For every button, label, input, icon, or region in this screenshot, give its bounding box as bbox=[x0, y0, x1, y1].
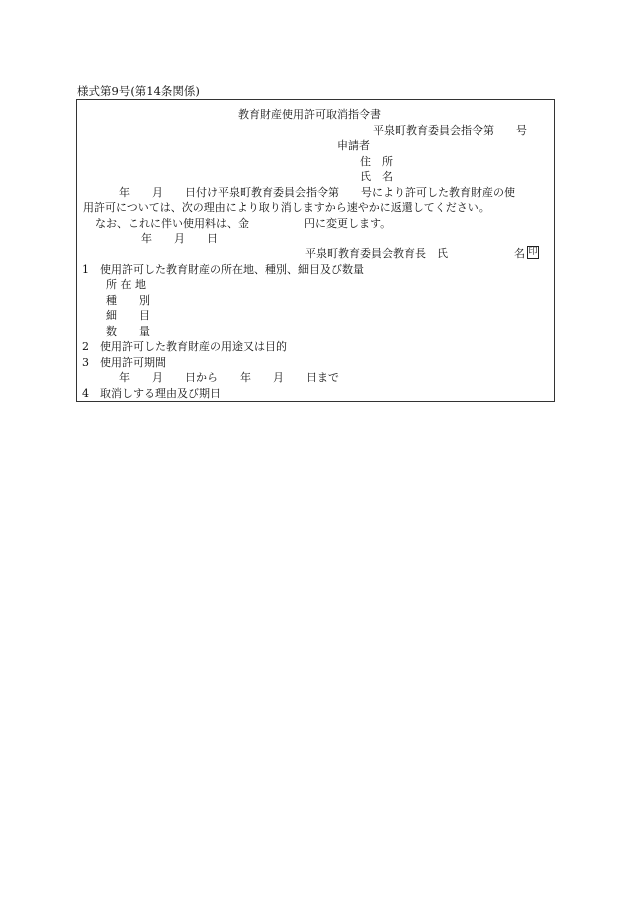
item-3-period: 年 月 日から 年 月 日まで bbox=[119, 371, 339, 384]
item-1-location: 所 在 地 bbox=[106, 278, 146, 291]
issue-date: 年 月 日 bbox=[141, 232, 218, 245]
item-3-heading: 3 使用許可期間 bbox=[82, 356, 166, 369]
item-1-quantity: 数 量 bbox=[106, 325, 150, 338]
applicant-address-label: 住 所 bbox=[360, 155, 393, 168]
item-1-type: 種 別 bbox=[106, 294, 150, 307]
document-title: 教育財産使用許可取消指令書 bbox=[238, 108, 381, 121]
item-4-heading: 4 取消しする理由及び期日 bbox=[82, 387, 221, 400]
issuer-title: 平泉町教育委員会教育長 氏 bbox=[305, 247, 448, 260]
item-2-heading: 2 使用許可した教育財産の用途又は目的 bbox=[82, 340, 287, 353]
applicant-label: 申請者 bbox=[337, 139, 370, 152]
body-text-line-1: 年 月 日付け平泉町教育委員会指令第 号により許可した教育財産の使 bbox=[119, 186, 515, 199]
seal-mark: 印 bbox=[528, 247, 538, 257]
item-1-detail: 細 目 bbox=[106, 309, 150, 322]
body-text-line-3: なお、これに伴い使用料は、金 円に変更します。 bbox=[95, 217, 392, 230]
body-text-line-2: 用許可については、次の理由により取り消しますから速やかに返還してください。 bbox=[83, 201, 490, 214]
command-number: 平泉町教育委員会指令第 号 bbox=[373, 124, 527, 137]
item-1-heading: 1 使用許可した教育財産の所在地、種別、細目及び数量 bbox=[82, 263, 364, 276]
issuer-name-label: 名 bbox=[514, 247, 525, 260]
form-number-label: 様式第9号(第14条関係) bbox=[77, 84, 200, 98]
applicant-name-label: 氏 名 bbox=[360, 170, 393, 183]
